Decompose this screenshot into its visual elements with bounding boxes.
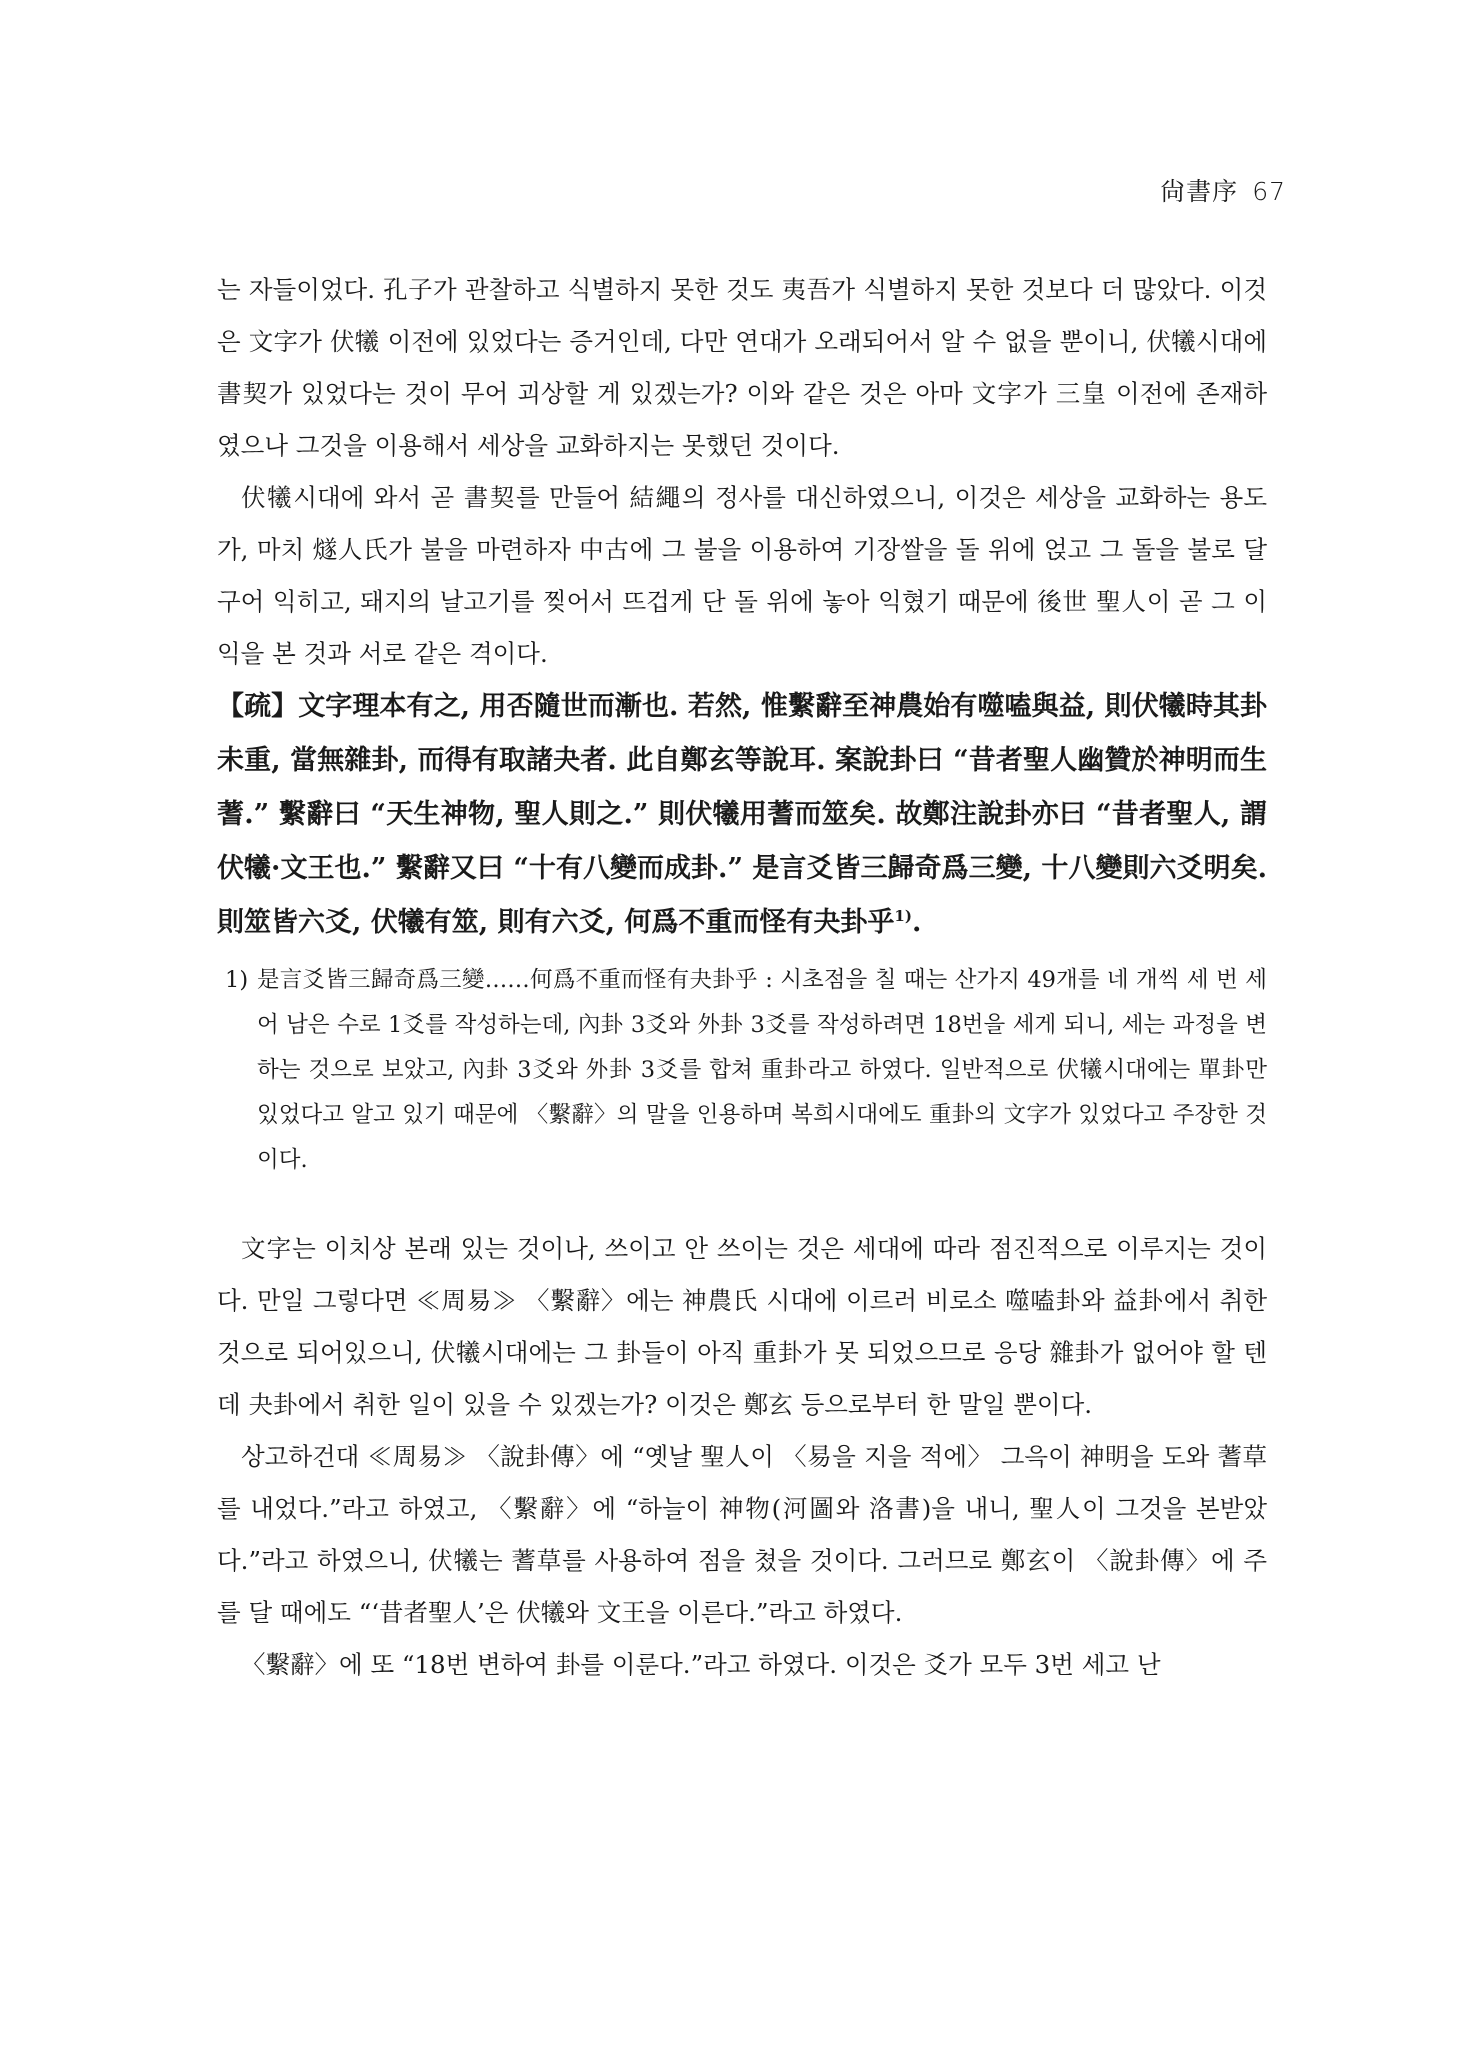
footnote-mark: 1) [225, 967, 249, 993]
page-content [217, 264, 1267, 1691]
header-title: 尙書序 [1160, 177, 1239, 206]
footnote [217, 958, 1267, 1183]
footnote-text: 是言爻皆三歸奇爲三變……何爲不重而怪有夬卦乎 : 시초점을 칠 때는 산가지 49개를 네 개씩 세 번 세어 남은 수로 1爻를 작성하는데, 內卦 3爻와 外卦 3爻를 작성하려면 18번을 세게 되니, 세는 과정을 변하는 것으로 보았고, 內卦 3爻와 外卦 3爻를 합쳐 重卦라고 하였다. 일반적으로 伏犧시대에는 單卦만 있었다고 알고 있기 때문에 〈繫辭〉의 말을 인용하며 복희시대에도 重卦의 文字가 있었다고 주장한 것이다. [257, 967, 1267, 1173]
paragraph-1: 는 자들이었다. 孔子가 관찰하고 식별하지 못한 것도 夷吾가 식별하지 못한 것보다 더 많았다. 이것은 文字가 伏犧 이전에 있었다는 증거인데, 다만 연대가 오래되어서 알 수 없을 뿐이니, 伏犧시대에 書契가 있었다는 것이 무어 괴상할 게 있겠는가? 이와 같은 것은 아마 文字가 三皇 이전에 존재하였으나 그것을 이용해서 세상을 교화하지는 못했던 것이다. [217, 275, 1267, 460]
commentary-label: 【疏】 [217, 691, 299, 722]
running-header [1160, 172, 1286, 208]
paragraph-4: 상고하건대 ≪周易≫ 〈說卦傳〉에 “옛날 聖人이 〈易을 지을 적에〉 그윽이 神明을 도와 蓍草를 내었다.”라고 하였고, 〈繫辭〉에 “하늘이 神物(河圖와 洛書)을 내니, 聖人이 그것을 본받았다.”라고 하였으니, 伏犧는 蓍草를 사용하여 점을 쳤을 것이다. 그러므로 鄭玄이 〈說卦傳〉에 주를 달 때에도 “‘昔者聖人’은 伏犧와 文王을 이른다.”라고 하였다. [217, 1442, 1267, 1627]
paragraph-5: 〈繫辭〉에 또 “18번 변하여 卦를 이룬다.”라고 하였다. 이것은 爻가 모두 3번 세고 난 [241, 1650, 1161, 1679]
commentary-text: 文字理本有之, 用否隨世而漸也. 若然, 惟繫辭至神農始有噬嗑與益, 則伏犧時其卦未重, 當無雜卦, 而得有取諸夬者. 此自鄭玄等說耳. 案說卦曰 “昔者聖人幽贊於神明而生蓍.” 繫辭曰 “天生神物, 聖人則之.” 則伏犧用蓍而筮矣. 故鄭注說卦亦曰 “昔者聖人, 謂伏犧·文王也.” 繫辭又曰 “十有八變而成卦.” 是言爻皆三歸奇爲三變, 十八變則六爻明矣. 則筮皆六爻, 伏犧有筮, 則有六爻, 何爲不重而怪有夬卦乎 [217, 691, 1267, 938]
footnote-reference: 1) [894, 907, 912, 925]
paragraph-3: 文字는 이치상 본래 있는 것이나, 쓰이고 안 쓰이는 것은 세대에 따라 점진적으로 이루지는 것이다. 만일 그렇다면 ≪周易≫ 〈繫辭〉에는 神農氏 시대에 이르러 비로소 噬嗑卦와 益卦에서 취한 것으로 되어있으니, 伏犧시대에는 그 卦들이 아직 重卦가 못 되었으므로 응당 雜卦가 없어야 할 텐데 夬卦에서 취한 일이 있을 수 있겠는가? 이것은 鄭玄 등으로부터 한 말일 뿐이다. [217, 1234, 1267, 1419]
paragraph-2: 伏犧시대에 와서 곧 書契를 만들어 結繩의 정사를 대신하였으니, 이것은 세상을 교화하는 용도가, 마치 燧人氏가 불을 마련하자 中古에 그 불을 이용하여 기장쌀을 돌 위에 얹고 그 돌을 불로 달구어 익히고, 돼지의 날고기를 찢어서 뜨겁게 단 돌 위에 놓아 익혔기 때문에 後世 聖人이 곧 그 이익을 본 것과 서로 같은 격이다. [217, 483, 1267, 668]
commentary-paragraph [217, 680, 1267, 950]
page-number: 67 [1252, 177, 1286, 206]
commentary-end: . [911, 907, 922, 938]
